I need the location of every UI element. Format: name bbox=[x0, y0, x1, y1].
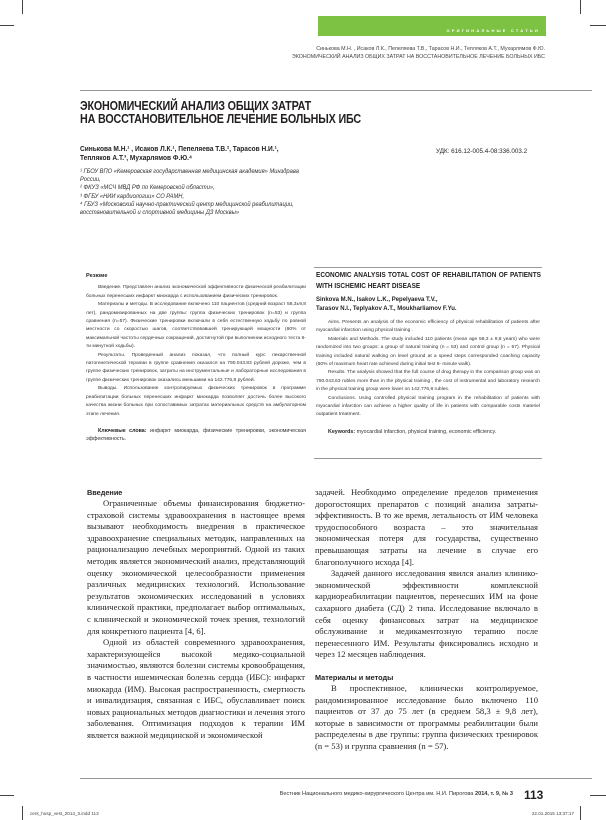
section-banner bbox=[318, 16, 546, 36]
abstract-en-bottom-rule bbox=[314, 458, 542, 459]
body-paragraph: Ограниченные объемы финансирования бюджетно-страховой системы здравоохранения в настоящее время вызывают необходимость внедрения в практическое здравоохранение специальных методик, направленных на рационализацию лечебных мероприятий. Одной из таких методик является экономический анализ, представляющий оценку экономической целесообразности применения различных медицинских технологий. Использование результатов экономических исследований в условиях клинической практики, предполагает выбор оптимальных, с клинической и экономической точек зрения, технологий для конкретного пациента [4, 6]. bbox=[87, 498, 305, 636]
crop-mark bbox=[0, 25, 14, 26]
body-column-left bbox=[87, 487, 305, 741]
abstract-paragraph: Materials and Methods. The study included 110 patients (mean age 58,3 ± 9,8 years) who were randomized into two groups: a group of natural training (n = 53) and control group (n = 57). Physical training included natural walking on level ground at a speed steps corresponded coaching capacity (60% of maximum heart rate achieved during initial test 6- minute walk). bbox=[316, 336, 540, 368]
abstract-paragraph: Выводы. Использование контролируемых физических тренировок в программе реабилитации больных перенесших инфаркт миокарда позволяет достичь более высокого качества жизни больных при сопоставимых затратах материальных средств на амбулаторном этапе лечения. bbox=[86, 386, 306, 417]
affiliation: ⁴ ГБУЗ «Московский научно-практический центр медицинской реабилитации, восстановительной и спортивной медицины ДЗ Москвы» bbox=[80, 200, 294, 217]
authors-line: Тепляков А.Т.³, Мухарлямов Ф.Ю.⁴ bbox=[80, 153, 193, 162]
english-authors bbox=[316, 296, 540, 313]
affiliations bbox=[80, 168, 305, 217]
crop-mark bbox=[22, 806, 23, 820]
body-paragraph: Задачей данного исследования явился анализ клинико-экономической эффективности комплексной кардиореабилитации пациентов, перенесших ИМ на фоне сахарного диабета (СД) 2 типа. Исследование включало в себя оценку финансовых затрат на медицинское обслуживание и медикаментозную терапию после перенесенного ИМ. Результаты фиксировались исходно и через 12 месяцев наблюдения. bbox=[315, 568, 538, 660]
authors-line: Tarasov N.I., Teplyakov A.T., Moukharliamov F.Yu. bbox=[316, 305, 457, 312]
slug-file: cent_hosp_vest_2014_3.indd 113 bbox=[30, 811, 99, 816]
authors bbox=[80, 144, 341, 162]
journal-footer bbox=[280, 791, 513, 797]
keywords bbox=[316, 428, 540, 436]
crop-mark bbox=[580, 0, 581, 14]
title-line: ЭКОНОМИЧЕСКИЙ АНАЛИЗ ОБЩИХ ЗАТРАТ bbox=[80, 99, 312, 113]
body-paragraph: В проспективное, клинически контролируемое, рандомизированное исследование было включено 110 пациентов от 37 до 75 лет (в среднем 58,3 ± 9,8 лет), которые в зависимости от программы реабилитации были распределены в две группы: группа физических тренировок (n = 53) и группа сравнения (n = 57). bbox=[315, 682, 538, 751]
slug-date: 22.01.2015 13:37:17 bbox=[531, 811, 574, 816]
affiliation: ¹ ГБОУ ВПО «Кемеровская государственная медицинская академия» Минздрава России, bbox=[80, 168, 299, 184]
crop-mark bbox=[590, 795, 606, 796]
keywords-label: Ключевые слова: bbox=[98, 427, 147, 434]
footer-rule bbox=[80, 778, 592, 779]
abstract-paragraph: Материалы и методы. В исследование включено 110 пациентов (средний возраст 58,3±9,8 лет), рандомизированных на две группы: группа физических тренировок (n=53) и группа сравнения (n=57). Физические тренировки включали в себя естественную ходьбу по ровной местности со скоростью шагов, соответствовавшей тренирующей мощности (60% от максимальной частоты сердечных сокращений, достигнутой при выполнении исходного теста 6-ти минутной ходьбы). bbox=[86, 302, 306, 350]
keywords-label: Keywords: bbox=[328, 428, 356, 435]
abstract-paragraph: Results. The analysis showed that the full course of drug therapy in the comparison group was on 790.043,63 rubles more than in the physical training , the cost of instrumental and laboratory research in the physical training group were lower on 142.776,8 rubles. bbox=[316, 370, 540, 393]
abstract-paragraph: Aims. Presents an analysis of the economic efficiency of physical rehabilitation of patients after myocardial infarction using physical training . bbox=[316, 320, 540, 334]
affiliation: ³ ФГБУ «НИИ кардиологии» СО РАМН, bbox=[80, 192, 185, 200]
header-rule bbox=[80, 90, 592, 91]
crop-mark bbox=[590, 25, 606, 26]
abstract-english bbox=[316, 270, 540, 436]
abstract-russian bbox=[86, 272, 306, 444]
udk-code: УДК: 616.12-005.4-08:336.003.2 bbox=[436, 148, 528, 155]
keywords bbox=[86, 427, 306, 444]
running-header bbox=[292, 45, 545, 61]
keywords-text: myocardial infarction, physical training, economic efficiency. bbox=[356, 428, 497, 435]
abstract-paragraph: Результаты. Проведенный анализ показал, что полный курс лекарственной патогенетической терапии в группе сравнения оказался на 790.043.83 рублей дороже, чем в группе физических тренировок, затраты на инструментальные и лабораторные исследования в группе физических тренировок оказались меньшими на 142.776,8 рублей. bbox=[86, 352, 306, 383]
keywords-text: инфаркт миокарда, физические тренировки, экономическая эффективность. bbox=[86, 427, 306, 443]
crop-mark bbox=[22, 0, 23, 14]
running-authors: Синькова М.Н. , Исаков Л.К., Пепеляева Т.В., Тарасов Н.И., Тепляков А.Т., Мухарлямов Ф.Ю. bbox=[316, 46, 545, 52]
section-label: ОРИГИНАЛЬНЫЕ СТАТЬИ bbox=[446, 28, 540, 33]
article-title bbox=[80, 100, 361, 126]
authors-line: Sinkova M.N., Isakov L.K., Pepelyaeva T.V., bbox=[316, 297, 438, 303]
journal-issue: 2014, т. 9, № 3 bbox=[474, 791, 513, 797]
body-column-right bbox=[315, 487, 538, 752]
abstract-paragraph: Conclusions. Using controlled physical training program in the rehabilitation of patients with myocardial infarction can achieve a higher quality of life in patients with comparable costs materiel outpatient treatment. bbox=[316, 395, 540, 418]
body-paragraph: Одной из областей современного здравоохранения, характеризующейся высокой медико-социальной значимостью, являются болезни системы кровообращения, в частности ишемическая болезнь сердца (ИБС): инфаркт миокарда (ИМ). Высокая распространенность, смертность и инвалидизация, связанная с ИБС, обуславливает поиск новых рациональных методов диагностики и лечения этого заболевания. Оптимизация подходов к терапии ИМ является важной медицинской и экономической bbox=[87, 637, 305, 740]
body-paragraph: задачей. Необходимо определение пределов применения дорогостоящих препаратов с позиций анализа затраты-эффективность. В то же время, летальность от ИМ человека трудоспособного возраста – это значительная экономическая потеря для государства, существенно превышающая затраты на лечение в случае его благополучного исхода [4]. bbox=[315, 487, 538, 567]
abstract-heading: Резюме bbox=[86, 273, 108, 279]
authors-line: Синькова М.Н.¹ , Исаков Л.К.¹, Пепеляева Т.В.², Тарасов Н.И.¹, bbox=[80, 144, 279, 153]
section-heading-intro: Введение bbox=[87, 488, 123, 497]
abstract-paragraph: Введение. Представлен анализ экономической эффективности физической реабилитации больных перенесших инфаркт миокарда с использованием физических тренировок. bbox=[86, 285, 306, 299]
crop-mark bbox=[0, 795, 14, 796]
abstract-en-top-rule bbox=[314, 267, 542, 268]
english-title: ECONOMIC ANALYSIS TOTAL COST OF REHABILITATION OF PATIENTS WITH ISCHEMIC HEART DISEASE bbox=[316, 270, 541, 290]
running-title: ЭКОНОМИЧЕСКИЙ АНАЛИЗ ОБЩИХ ЗАТРАТ НА ВОССТАНОВИТЕЛЬНОЕ ЛЕЧЕНИЕ БОЛЬНЫХ ИБС bbox=[291, 54, 545, 60]
affiliation: ² ФКУЗ «МСЧ МВД РФ по Кемеровской области», bbox=[80, 184, 215, 192]
page-number: 113 bbox=[524, 788, 544, 802]
journal-name: Вестник Национального медико-хирургического Центра им. Н.И. Пирогова bbox=[279, 791, 474, 797]
title-line: НА ВОССТАНОВИТЕЛЬНОЕ ЛЕЧЕНИЕ БОЛЬНЫХ ИБС bbox=[80, 112, 362, 126]
crop-mark bbox=[580, 806, 581, 820]
section-heading-methods: Материалы и методы bbox=[315, 672, 394, 682]
